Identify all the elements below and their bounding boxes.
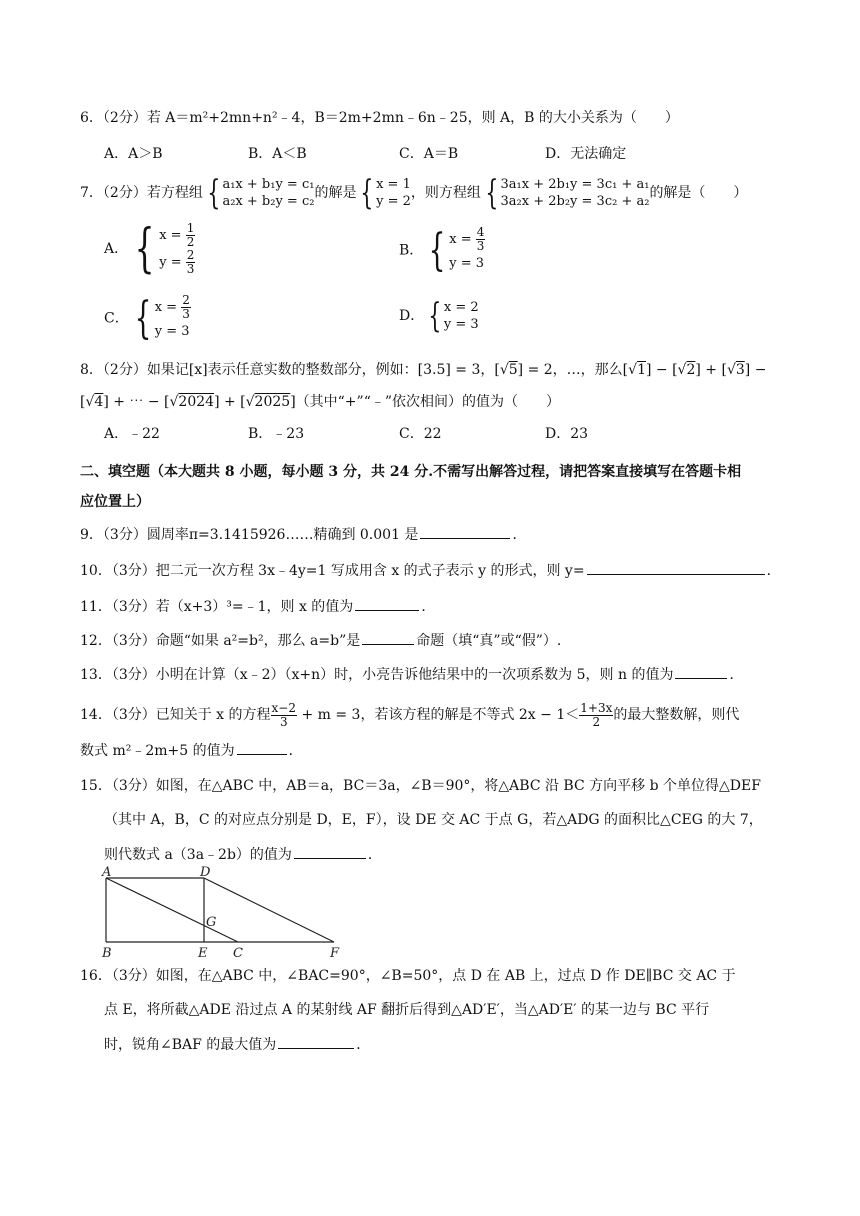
q8-text-7: ] + ⋯ − [√ — [103, 394, 179, 410]
q7-option-a-x-denominator: 2 — [186, 235, 195, 249]
q8-radicand-2025: 2025 — [254, 394, 291, 410]
q14-end: ． — [288, 743, 303, 759]
q7-option-b-x-numerator: 4 — [476, 225, 485, 239]
q12-answer-blank[interactable] — [362, 630, 414, 645]
q7-solution-row-2: y = 2 — [376, 194, 411, 209]
q16-text-3: 时，锐角∠BAF 的最大值为 — [104, 1037, 277, 1053]
q8-text-6: [√ — [80, 394, 95, 410]
label-e: E — [198, 946, 208, 960]
q14-fraction-1-denominator: 3 — [279, 714, 288, 729]
q7-option-c-x-numerator: 2 — [182, 293, 190, 307]
q14-prefix: 14．（3分）已知关于 x 的方程 — [80, 707, 271, 723]
q7-option-d-x: x = 2 — [443, 300, 479, 315]
label-f: F — [330, 946, 340, 960]
q7-option-c-label: C． — [104, 310, 129, 327]
q6-expression: A＝m²+2mn+n²﹣4，B＝2m+2mn﹣6n﹣25，则 A，B 的大小关系为（ ） — [165, 110, 679, 126]
q7-system-2-row-1: 3a₁x + 2b₁y = 3c₁ + a₁ — [500, 177, 650, 192]
q16-end: ． — [356, 1037, 371, 1053]
q7-system-1-row-1: a₁x + b₁y = c₁ — [222, 177, 315, 192]
q7-system-1 — [222, 176, 314, 210]
q16-line-2: 点 E，将所截△ADE 沿过点 A 的某射线 AF 翻折后得到△AD′E′，当△AD′E′ 的某一边与 BC 平行 — [104, 1002, 710, 1018]
q15-line-3 — [104, 844, 382, 865]
q14-text-2: 数式 m²﹣2m+5 的值为 — [80, 743, 235, 759]
q7-option-a-x-numerator: 1 — [186, 221, 195, 235]
q7-option-b[interactable] — [399, 226, 485, 275]
q14-mid: + m = 3，若该方程的解是不等式 2x − 1＜ — [297, 707, 580, 723]
q10-end: ． — [766, 563, 781, 579]
q7-mid-text-2: ，则方程组 — [410, 185, 481, 201]
q9-text: 9．（3分）圆周率π=3.1415926……精确到 0.001 是 — [80, 527, 419, 543]
q12-end: 命题（填“真”或“假”）. — [416, 633, 562, 649]
left-brace: { — [134, 219, 155, 279]
left-brace: { — [428, 296, 442, 336]
left-brace: { — [207, 173, 221, 213]
segment-df — [204, 878, 334, 942]
q7-option-b-x: x = — [449, 232, 476, 247]
q7-prefix: 7．（2分）若方程组 — [80, 185, 203, 201]
q6-option-b[interactable]: B．A＜B — [248, 146, 307, 162]
q7-option-d-system — [444, 299, 479, 333]
label-g: G — [206, 915, 217, 930]
q7-option-b-x-denominator: 3 — [476, 239, 485, 253]
q14-fraction-2-numerator: 1+3x — [580, 700, 613, 715]
left-brace: { — [360, 173, 374, 213]
q8-text-9: ]（其中“+”“﹣”依次相间）的值为（ ） — [290, 394, 561, 410]
q16-line-3 — [104, 1034, 370, 1055]
q6-stem — [80, 108, 679, 128]
q8-text-1: 8．（2分）如果记[x]表示任意实数的整数部分，例如：[3.5] = 3，[√ — [80, 362, 509, 378]
q12 — [80, 630, 561, 651]
q15-line-1: 15．（3分）如图，在△ABC 中，AB＝a，BC＝3a，∠B＝90°，将△ABC 沿 BC 方向平移 b 个单位得△DEF — [80, 778, 761, 794]
q7-option-a-y-denominator: 3 — [186, 262, 195, 276]
q7-option-a-x-fraction — [186, 222, 196, 249]
q15-end: ． — [367, 847, 382, 863]
q6-option-a[interactable]: A．A＞B — [104, 146, 163, 162]
q8-option-c[interactable]: C．22 — [399, 426, 442, 442]
q11-text: 11．（3分）若（x+3）³=﹣1，则 x 的值为 — [80, 599, 354, 615]
q16-line-1: 16．（3分）如图，在△ABC 中，∠BAC=90°，∠B=50°，点 D 在 AB 上，过点 D 作 DE∥BC 交 AC 于 — [80, 968, 736, 984]
q14-fraction-1 — [271, 702, 297, 729]
q14-fraction-1-numerator: x−2 — [271, 700, 296, 715]
q8-radicand-2: 2 — [686, 362, 696, 378]
q11-end: ． — [421, 599, 436, 615]
q9 — [80, 524, 526, 545]
left-brace: { — [485, 173, 499, 213]
q8-text-4: ] + [√ — [695, 362, 736, 378]
q13-end: ． — [729, 667, 744, 683]
q7-option-c-system — [155, 294, 191, 343]
q7-system-1-row-2: a₂x + b₂y = c₂ — [222, 194, 315, 209]
q8-option-d[interactable]: D．23 — [545, 426, 589, 442]
q7-option-c-x: x = — [154, 300, 182, 315]
q11 — [80, 596, 435, 617]
label-d: D — [200, 865, 211, 880]
q8-text-3: ] − [√ — [645, 362, 687, 378]
q7-suffix: 的解是（ ） — [649, 185, 748, 201]
q7-option-a-y: y = — [159, 255, 186, 270]
q7-system-2-row-2: 3a₂x + 2b₂y = 3c₂ + a₂ — [500, 194, 650, 209]
q7-system-2 — [501, 176, 650, 210]
left-brace: { — [428, 224, 446, 276]
q8-radicand-4: 4 — [94, 394, 104, 410]
label-b: B — [102, 946, 112, 960]
q8-radicand-2024: 2024 — [178, 394, 215, 410]
q7-option-b-y: y = 3 — [449, 256, 485, 271]
q8-text-2: ] = 2，…，那么[√ — [517, 362, 638, 378]
q9-answer-blank[interactable] — [420, 524, 510, 539]
q8-option-a[interactable]: A．﹣22 — [104, 426, 160, 442]
q7-option-d-label: D． — [399, 308, 425, 324]
q16-answer-blank[interactable] — [278, 1034, 354, 1049]
q7-option-c[interactable] — [104, 294, 191, 343]
q13-text: 13．（3分）小明在计算（x﹣2）（x+n）时，小亮告诉他结果中的一次项系数为 5，则 n 的值为 — [80, 667, 674, 683]
q15-figure — [96, 864, 356, 960]
q8-radicand-5: 5 — [508, 362, 518, 378]
q7-option-b-label: B． — [399, 242, 424, 259]
q7-option-c-x-fraction — [181, 294, 191, 321]
q7-mid-text-1: 的解是 — [314, 185, 357, 201]
q13-answer-blank[interactable] — [675, 664, 727, 679]
segment-ac — [106, 878, 238, 942]
q8-radicand-1: 1 — [637, 362, 646, 378]
q7-option-d[interactable] — [399, 296, 479, 336]
q7-solution-row-1: x = 1 — [376, 177, 411, 192]
q7-option-a[interactable] — [104, 219, 195, 279]
q14-fraction-2-denominator: 2 — [592, 714, 601, 729]
q7-option-a-y-fraction — [186, 249, 196, 276]
q12-text: 12．（3分）命题“如果 a²=b²，那么 a=b”是 — [80, 633, 361, 649]
q10 — [80, 560, 781, 581]
q7-option-c-y: y = 3 — [154, 324, 190, 339]
q15-text-3: 则代数式 a（3a﹣2b）的值为 — [104, 847, 292, 863]
q14-fraction-2 — [579, 702, 613, 729]
section-2-heading-line-1: 二、填空题（本大题共 8 小题，每小题 3 分，共 24 分.不需写出解答过程，请把答案直接填写在答题卡相 — [80, 464, 742, 480]
q7-stem — [80, 174, 747, 212]
q8-radicand-3: 3 — [735, 362, 745, 378]
q8-stem-line-1 — [80, 360, 766, 380]
label-a: A — [102, 865, 112, 880]
q8-text-8: ] + [√ — [214, 394, 255, 410]
q11-answer-blank[interactable] — [355, 596, 419, 611]
q6-number: 6．（2分）若 — [80, 110, 166, 126]
q7-solution — [376, 176, 411, 210]
q7-option-a-x: x = — [159, 228, 186, 243]
section-2-heading-line-2: 应位置上） — [80, 494, 150, 510]
q14-suffix: 的最大整数解，则代 — [613, 707, 740, 723]
q7-option-a-label: A． — [104, 241, 129, 257]
left-brace: { — [134, 292, 152, 344]
q6-option-d[interactable]: D．无法确定 — [545, 146, 627, 162]
q7-option-d-y: y = 3 — [443, 317, 479, 332]
q10-answer-blank[interactable] — [587, 560, 765, 575]
label-c: C — [233, 946, 243, 960]
q7-option-a-y-numerator: 2 — [186, 248, 195, 262]
q7-option-b-system — [449, 226, 485, 275]
q8-text-5: ] − — [744, 362, 767, 378]
q7-option-c-x-denominator: 3 — [182, 307, 190, 321]
q14-answer-blank[interactable] — [237, 740, 287, 755]
q7-option-a-system — [159, 222, 195, 276]
q13 — [80, 664, 743, 685]
q14-line-1 — [80, 700, 739, 730]
q14-line-2 — [80, 740, 303, 761]
q6-option-c[interactable]: C．A＝B — [399, 146, 459, 162]
q10-text: 10．（3分）把二元一次方程 3x﹣4y=1 写成用含 x 的式子表示 y 的形式，则 y= — [80, 563, 585, 579]
q8-stem-line-2 — [80, 392, 560, 412]
q15-line-2: （其中 A，B，C 的对应点分别是 D，E，F），设 DE 交 AC 于点 G，若△ADG 的面积比△CEG 的大 7， — [104, 812, 763, 828]
q7-option-b-x-fraction — [476, 226, 486, 253]
q8-option-b[interactable]: B．﹣23 — [248, 426, 305, 442]
q15-answer-blank[interactable] — [294, 844, 366, 859]
q9-end: ． — [512, 527, 527, 543]
